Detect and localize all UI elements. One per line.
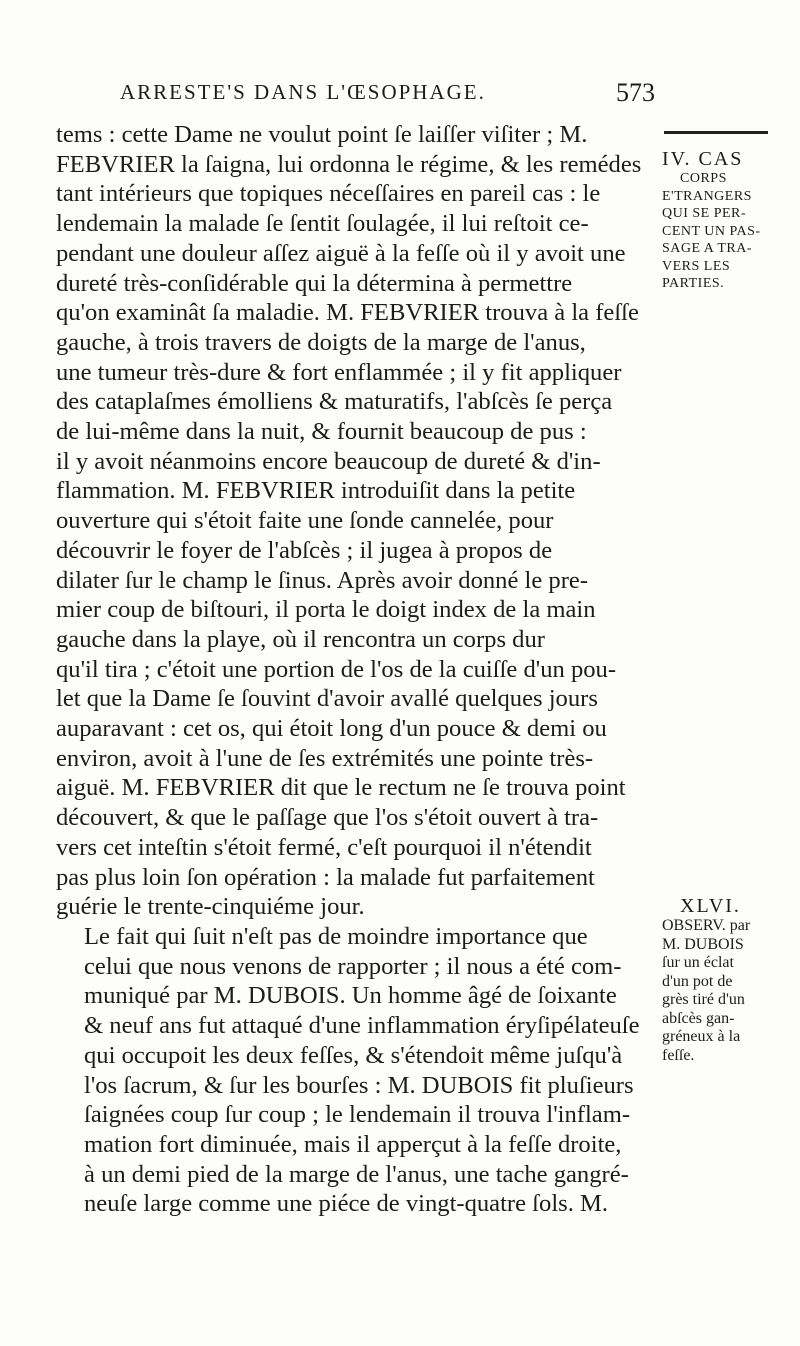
text-line: pendant une douleur aſſez aiguë à la feſſe où il y avoit une: [56, 239, 626, 267]
text-line: guérie le trente-cinquiéme jour.: [56, 893, 365, 921]
page-number: 573: [616, 78, 655, 107]
sidenote-line: gréneux à la: [662, 1028, 741, 1045]
sidenote-line: OBSERV. par: [662, 917, 751, 934]
text-line: celui que nous venons de rapporter ; il nous a été com-: [84, 952, 622, 980]
sidenote-line: CENT UN PAS-: [662, 223, 761, 239]
text-line: tant intérieurs que topiques néceſſaires en pareil cas : le: [56, 180, 601, 208]
text-line: qu'il tira ; c'étoit une portion de l'os de la cuiſſe d'un pou-: [56, 655, 617, 683]
text-line: environ, avoit à l'une de ſes extrémités une pointe très-: [56, 744, 594, 772]
text-line: une tumeur très-dure & fort enflammée ; il y fit appliquer: [56, 358, 622, 386]
sidenote-line: XLVI.: [680, 895, 741, 917]
text-line: aiguë. M. FEBVRIER dit que le rectum ne ſe trouva point: [56, 774, 626, 802]
text-line: qui occupoit les deux feſſes, & s'étendoit même juſqu'à: [84, 1041, 623, 1069]
text-line: Le fait qui ſuit n'eſt pas de moindre importance que: [84, 922, 588, 950]
sidenote-line: ſur un éclat: [662, 954, 734, 971]
text-line: ouverture qui s'étoit faite une ſonde cannelée, pour: [56, 507, 554, 535]
text-line: mation fort diminuée, mais il apperçut à la feſſe droite,: [84, 1130, 622, 1158]
text-line: vers cet inteſtin s'étoit fermé, c'eſt pourquoi il n'étendit: [56, 833, 592, 861]
text-line: pas plus loin ſon opération : la malade fut parfaitement: [56, 863, 595, 891]
sidenote-line: M. DUBOIS: [662, 935, 744, 953]
sidenote-line: d'un pot de: [662, 972, 733, 990]
text-line: tems : cette Dame ne voulut point ſe laiſſer viſiter ; M.: [56, 121, 588, 148]
text-line: auparavant : cet os, qui étoit long d'un pouce & demi ou: [56, 715, 607, 743]
running-title: ARRESTE'S DANS L'ŒSOPHAGE.: [120, 80, 486, 104]
text-line: & neuf ans fut attaqué d'une inflammation éryſipélateuſe: [84, 1012, 640, 1040]
text-line: qu'on examinât ſa maladie. M. FEBVRIER trouva à la feſſe: [56, 299, 639, 327]
sidenote-line: VERS LES: [662, 258, 731, 274]
text-line: découvert, & que le paſſage que l'os s'étoit ouvert à tra-: [56, 804, 599, 832]
text-line: à un demi pied de la marge de l'anus, une tache gangré-: [84, 1160, 629, 1188]
text-line: FEBVRIER la ſaigna, lui ordonna le régime, & les remédes: [56, 150, 642, 178]
text-line: gauche, à trois travers de doigts de la marge de l'anus,: [56, 328, 586, 356]
text-line: dureté très-conſidérable qui la détermina à permettre: [56, 269, 573, 297]
sidenote-line: QUI SE PER-: [662, 206, 747, 221]
text-line: découvrir le foyer de l'abſcès ; il jugea à propos de: [56, 536, 553, 564]
text-line: let que la Dame ſe ſouvint d'avoir avallé quelques jours: [56, 685, 598, 713]
text-line: gauche dans la playe, où il rencontra un corps dur: [56, 625, 545, 653]
text-line: de lui-même dans la nuit, & fournit beaucoup de pus :: [56, 418, 587, 446]
sidenote-line: feſſe.: [662, 1046, 695, 1064]
margin-rule: [664, 131, 768, 134]
paragraph-2: [56, 922, 656, 1219]
sidenote-line: abſcès gan-: [662, 1009, 735, 1027]
sidenote-line: grès tiré d'un: [662, 991, 745, 1008]
marginal-note-cas-iv: [662, 148, 782, 293]
sidenote-line: CORPS: [680, 171, 727, 186]
marginal-note-observ-xlvi: [662, 895, 792, 1065]
text-line: muniqué par M. DUBOIS. Un homme âgé de ſoixante: [84, 982, 617, 1010]
paragraph-1: [56, 120, 656, 922]
text-line: neuſe large comme une piéce de vingt-quatre ſols. M.: [84, 1190, 609, 1218]
sidenote-line: IV. CAS: [662, 148, 744, 170]
text-line: il y avoit néanmoins encore beaucoup de dureté & d'in-: [56, 447, 601, 475]
sidenote-line: E'TRANGERS: [662, 188, 752, 204]
text-line: flammation. M. FEBVRIER introduiſit dans la petite: [56, 477, 576, 505]
main-text: [56, 120, 656, 1219]
sidenote-line: SAGE A TRA-: [662, 241, 753, 256]
text-line: l'os ſacrum, & ſur les bourſes : M. DUBOIS fit pluſieurs: [84, 1071, 634, 1099]
sidenote-line: PARTIES.: [662, 276, 725, 291]
text-line: ſaignées coup ſur coup ; le lendemain il trouva l'inflam-: [84, 1101, 631, 1129]
text-line: dilater ſur le champ le ſinus. Après avoir donné le pre-: [56, 566, 589, 594]
text-line: lendemain la malade ſe ſentit ſoulagée, il lui reſtoit ce-: [56, 210, 589, 238]
text-line: mier coup de biſtouri, il porta le doigt index de la main: [56, 596, 596, 624]
text-line: des cataplaſmes émolliens & maturatifs, l'abſcès ſe perça: [56, 388, 613, 416]
